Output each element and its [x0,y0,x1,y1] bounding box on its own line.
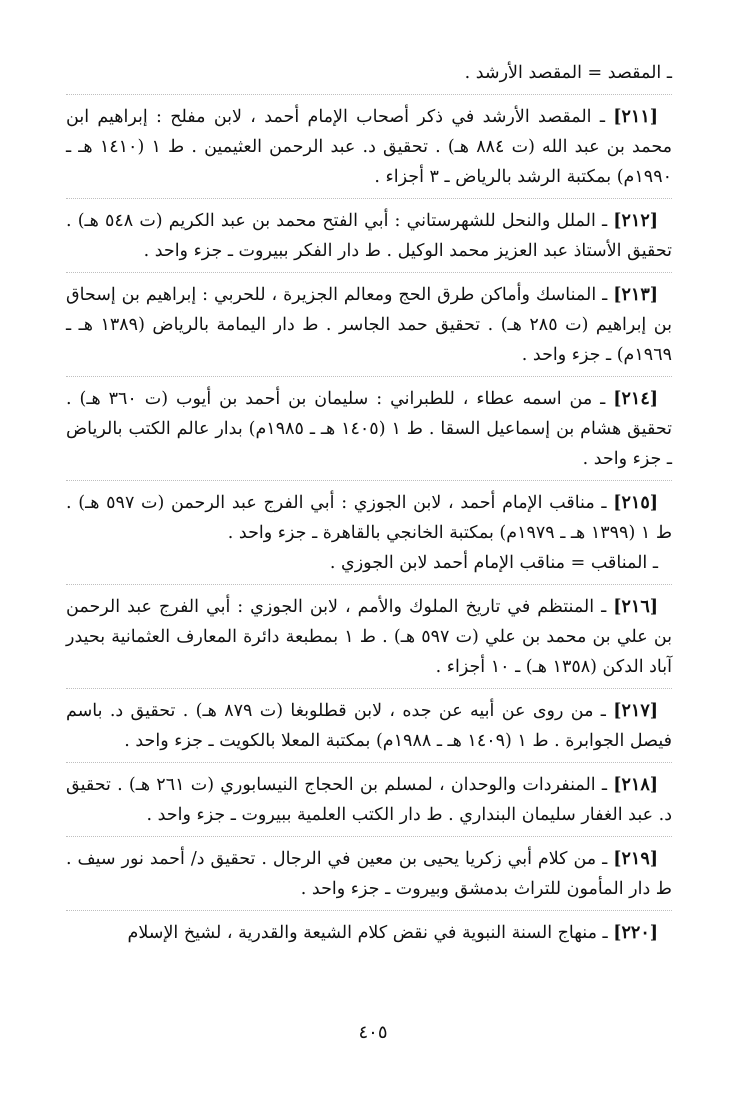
entries-list [66,88,672,948]
entry-separator [66,756,672,770]
entry-text: ـ منهاج السنة النبوية في نقض كلام الشيعة والقدرية ، لشيخ الإسلام [127,923,614,943]
entry-text: ـ المنتظم في تاريخ الملوك والأمم ، لابن الجوزي : أبي الفرج عبد الرحمن بن علي بن محمد بن علي (ت ٥٩٧ هـ) . ط ١ بمطبعة دائرة المعارف العثمانية بحيدر آباد الدكن (١٣٥٨ هـ) ـ ١٠ أجزاء . [66,597,673,677]
entry-text: ـ الملل والنحل للشهرستاني : أبي الفتح محمد بن عبد الكريم (ت ٥٤٨ هـ) . تحقيق الأستاذ عبد العزيز محمد الوكيل . ط دار الفكر ببيروت ـ جزء واحد . [66,211,672,261]
entry-separator [66,830,672,844]
entry-text: ـ مناقب الإمام أحمد ، لابن الجوزي : أبي الفرج عبد الرحمن (ت ٥٩٧ هـ) . ط ١ (١٣٩٩ هـ ـ ١٩٧٩م) بمكتبة الخانجي بالقاهرة ـ جزء واحد . [66,493,672,543]
entry-text: ـ من اسمه عطاء ، للطبراني : سليمان بن أحمد بن أيوب (ت ٣٦٠ هـ) . تحقيق هشام بن إسماعيل السقا . ط ١ (١٤٠٥ هـ ـ ١٩٨٥م) بدار عالم الكتب بالرياض ـ جزء واحد . [66,389,672,469]
bibliography-entry [66,592,672,682]
entry-separator [66,578,672,592]
entry-paragraph [66,696,672,756]
entry-number: [٢١٨] [613,775,658,795]
entry-number: [٢١١] [613,107,658,127]
entry-text: ـ المقصد الأرشد في ذكر أصحاب الإمام أحمد ، لابن مفلح : إبراهيم ابن محمد بن عبد الله (ت ٨٨٤ هـ) . تحقيق د. عبد الرحمن العثيمين . ط ١ (١٤١٠ هـ ـ ١٩٩٠م) بمكتبة الرشد بالرياض ـ ٣ أجزاء . [66,107,673,187]
entry-paragraph [66,206,672,266]
entry-paragraph [66,918,672,948]
bibliography-entry [66,206,672,266]
entry-paragraph [66,844,672,904]
bibliography-entry [66,280,672,370]
entry-separator [66,474,672,488]
entry-number: [٢١٦] [613,597,658,617]
entry-paragraph [66,592,672,682]
page-number: ٤٠٥ [358,1022,388,1043]
entry-number: [٢٢٠] [613,923,658,943]
entry-paragraph [66,488,672,548]
entry-text: ـ من كلام أبي زكريا يحيى بن معين في الرجال . تحقيق د/ أحمد نور سيف . ط دار المأمون للتراث بدمشق وبيروت ـ جزء واحد . [66,849,672,899]
entry-number: [٢١٥] [613,493,658,513]
entry-cross-reference: ـ المناقب = مناقب الإمام أحمد لابن الجوزي . [329,553,658,573]
bibliography-entry [66,488,672,578]
entry-text: ـ المنفردات والوحدان ، لمسلم بن الحجاج النيسابوري (ت ٢٦١ هـ) . تحقيق د. عبد الغفار سليمان البنداري . ط دار الكتب العلمية ببيروت ـ جزء واحد . [66,775,672,825]
entry-paragraph [66,770,672,830]
entry-separator [66,88,672,102]
bibliography-entry [66,770,672,830]
entry-separator [66,266,672,280]
entry-number: [٢١٢] [613,211,658,231]
entry-text: ـ من روى عن أبيه عن جده ، لابن قطلوبغا (ت ٨٧٩ هـ) . تحقيق د. باسم فيصل الجوابرة . ط ١ (١٤٠٩ هـ ـ ١٩٨٨م) بمكتبة المعلا بالكويت ـ جزء واحد . [66,701,672,751]
entry-paragraph [66,384,672,474]
entry-text: ـ المناسك وأماكن طرق الحج ومعالم الجزيرة ، للحربي : إبراهيم بن إسحاق بن إبراهيم (ت ٢٨٥ هـ) . تحقيق حمد الجاسر . ط دار اليمامة بالرياض (١٣٨٩ هـ ـ ١٩٦٩م) ـ جزء واحد . [66,285,672,365]
bibliography-entry [66,102,672,192]
entry-paragraph [66,280,672,370]
bibliography-entry [66,918,672,948]
entry-separator [66,370,672,384]
entry-separator [66,682,672,696]
entry-separator [66,192,672,206]
entry-separator [66,904,672,918]
bibliography-entry [66,384,672,474]
bibliography-entry [66,696,672,756]
bibliography-entry [66,844,672,904]
entry-number: [٢١٩] [613,849,658,869]
entry-number: [٢١٤] [613,389,658,409]
entry-number: [٢١٣] [613,285,658,305]
entry-paragraph [66,102,672,192]
entry-number: [٢١٧] [613,701,659,721]
bibliography-page [66,58,672,948]
cross-reference-note: ـ المقصد = المقصد الأرشد . [464,63,672,83]
